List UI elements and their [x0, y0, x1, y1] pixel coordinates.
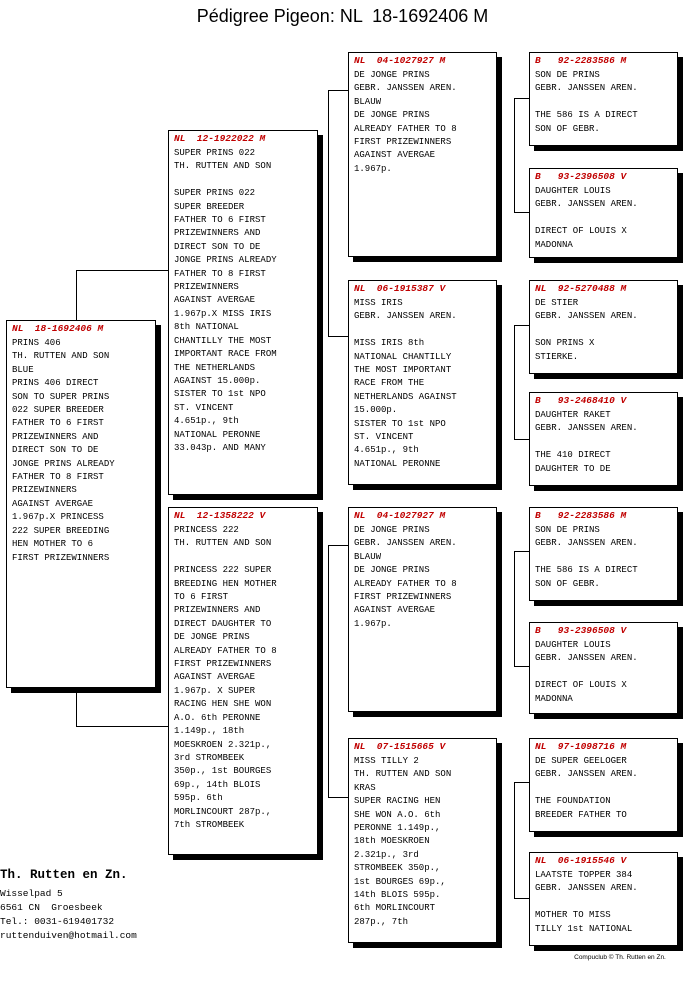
connector-line: [76, 270, 77, 322]
sire-card[interactable]: [168, 130, 318, 495]
connector-line: [514, 325, 530, 326]
card-description: PRINCESS 222 TH. RUTTEN AND SON PRINCESS 222 SUPER BREEDING HEN MOTHER TO 6 FIRST PRIZEWINNERS AND DIRECT DAUGHTER TO DE JONGE PRINS ALREADY FATHER TO 8 FIRST PRIZEWINNERS AGAINST AVERGAE 1.967p. X SUPER RACING HEN SHE WON A.O. 6th PERONNE 1.149p., 18th MOESKROEN 2.321p., 3rd STROMBEEK 350p., 1st BOURGES 69p., 14th BLOIS 595p. 6th MORLINCOURT 287p., 7th STROMBEEK: [174, 525, 277, 830]
connector-line: [328, 90, 349, 91]
dam-card[interactable]: [168, 507, 318, 855]
card-description: SON DE PRINS GEBR. JANSSEN AREN. THE 586 IS A DIRECT SON OF GEBR.: [535, 70, 638, 134]
card-description: DAUGHTER LOUIS GEBR. JANSSEN AREN. DIRECT OF LOUIS X MADONNA: [535, 640, 638, 704]
connector-line: [328, 266, 329, 336]
great-grandparent-card[interactable]: [529, 738, 678, 832]
card-description: MISS IRIS GEBR. JANSSEN AREN. MISS IRIS 8th NATIONAL CHANTILLY THE MOST IMPORTANT RACE FROM THE NETHERLANDS AGAINST 15.000p. SISTER TO 1st NPO ST. VINCENT 4.651p., 9th NATIONAL PERONNE: [354, 298, 457, 469]
great-grandparent-card[interactable]: [529, 392, 678, 486]
ring-number: B 93-2396508 V: [535, 625, 627, 636]
ring-number: NL 07-1515665 V: [354, 741, 446, 752]
credit-line: Compuclub © Th. Rutten en Zn.: [574, 954, 666, 961]
ring-number: NL 06-1915546 V: [535, 855, 627, 866]
ring-number: NL 18-1692406 M: [12, 323, 104, 334]
connector-line: [514, 898, 530, 899]
connector-line: [328, 545, 349, 546]
ring-number: NL 12-1922022 M: [174, 133, 266, 144]
ring-number: NL 04-1027927 M: [354, 55, 446, 66]
ring-number: NL 06-1915387 V: [354, 283, 446, 294]
connector-line: [328, 545, 329, 727]
ring-number: B 93-2468410 V: [535, 395, 627, 406]
connector-line: [328, 797, 349, 798]
connector-line: [328, 727, 329, 797]
connector-line: [514, 98, 530, 99]
connector-line: [514, 98, 515, 212]
ring-number: B 93-2396508 V: [535, 171, 627, 182]
great-grandparent-card[interactable]: [529, 52, 678, 146]
card-description: MISS TILLY 2 TH. RUTTEN AND SON KRAS SUPER RACING HEN SHE WON A.O. 6th PERONNE 1.149p., 18th MOESKROEN 2.321p., 3rd STROMBEEK 350p., 1st BOURGES 69p., 14th BLOIS 595p. 6th MORLINCOURT 287p., 7th: [354, 756, 452, 927]
connector-line: [514, 439, 530, 440]
breeder-phone: Tel.: 0031-619401732: [0, 916, 115, 927]
connector-line: [514, 666, 530, 667]
ring-number: B 92-2283586 M: [535, 510, 627, 521]
grandparent-card[interactable]: [348, 738, 497, 943]
ring-number: NL 04-1027927 M: [354, 510, 446, 521]
grandparent-card[interactable]: [348, 507, 497, 712]
grandparent-card[interactable]: [348, 280, 497, 485]
grandparent-card[interactable]: [348, 52, 497, 257]
connector-line: [76, 726, 170, 727]
card-description: DE JONGE PRINS GEBR. JANSSEN AREN. BLAUW DE JONGE PRINS ALREADY FATHER TO 8 FIRST PRIZEWINNERS AGAINST AVERGAE 1.967p.: [354, 70, 457, 174]
card-description: DE STIER GEBR. JANSSEN AREN. SON PRINS X STIERKE.: [535, 298, 638, 362]
card-description: SUPER PRINS 022 TH. RUTTEN AND SON SUPER PRINS 022 SUPER BREEDER FATHER TO 6 FIRST PRIZEWINNERS AND DIRECT SON TO DE JONGE PRINS ALREADY FATHER TO 8 FIRST PRIZEWINNERS AGAINST AVERGAE 1.967p.X MISS IRIS 8th NATIONAL CHANTILLY THE MOST IMPORTANT RACE FROM THE NETHERLANDS AGAINST 15.000p. SISTER TO 1st NPO ST. VINCENT 4.651p., 9th NATIONAL PERONNE 33.043p. AND MANY: [174, 148, 277, 453]
connector-line: [328, 90, 329, 266]
card-description: SON DE PRINS GEBR. JANSSEN AREN. THE 586 IS A DIRECT SON OF GEBR.: [535, 525, 638, 589]
card-description: DAUGHTER RAKET GEBR. JANSSEN AREN. THE 410 DIRECT DAUGHTER TO DE: [535, 410, 638, 474]
breeder-name: Th. Rutten en Zn.: [0, 868, 128, 882]
card-description: DAUGHTER LOUIS GEBR. JANSSEN AREN. DIRECT OF LOUIS X MADONNA: [535, 186, 638, 250]
great-grandparent-card[interactable]: [529, 280, 678, 374]
card-description: LAATSTE TOPPER 384 GEBR. JANSSEN AREN. MOTHER TO MISS TILLY 1st NATIONAL: [535, 870, 638, 934]
ring-number: NL 12-1358222 V: [174, 510, 266, 521]
connector-line: [76, 270, 170, 271]
breeder-address: Wisselpad 5: [0, 888, 63, 899]
connector-line: [514, 551, 530, 552]
card-description: PRINS 406 TH. RUTTEN AND SON BLUE PRINS 406 DIRECT SON TO SUPER PRINS 022 SUPER BREEDER FATHER TO 6 FIRST PRIZEWINNERS AND DIRECT SON TO DE JONGE PRINS ALREADY FATHER TO 8 FIRST PRIZEWINNERS AGAINST AVERGAE 1.967p.X PRINCESS 222 SUPER BREEDING HEN MOTHER TO 6 FIRST PRIZEWINNERS: [12, 338, 115, 563]
card-description: DE SUPER GEELOGER GEBR. JANSSEN AREN. THE FOUNDATION BREEDER FATHER TO: [535, 756, 638, 820]
card-description: DE JONGE PRINS GEBR. JANSSEN AREN. BLAUW DE JONGE PRINS ALREADY FATHER TO 8 FIRST PRIZEWINNERS AGAINST AVERGAE 1.967p.: [354, 525, 457, 629]
page-title: Pédigree Pigeon: NL 18-1692406 M: [196, 6, 489, 26]
connector-line: [514, 782, 515, 898]
great-grandparent-card[interactable]: [529, 852, 678, 946]
breeder-city: 6561 CN Groesbeek: [0, 902, 103, 913]
connector-line: [328, 336, 349, 337]
connector-line: [514, 325, 515, 439]
great-grandparent-card[interactable]: [529, 622, 678, 714]
connector-line: [514, 212, 530, 213]
breeder-email: ruttenduiven@hotmail.com: [0, 930, 137, 941]
ring-number: NL 97-1098716 M: [535, 741, 627, 752]
connector-line: [514, 551, 515, 666]
connector-line: [514, 782, 530, 783]
great-grandparent-card[interactable]: [529, 168, 678, 258]
ring-number: B 92-2283586 M: [535, 55, 627, 66]
great-grandparent-card[interactable]: [529, 507, 678, 601]
ring-number: NL 92-5270488 M: [535, 283, 627, 294]
subject-card[interactable]: [6, 320, 156, 688]
